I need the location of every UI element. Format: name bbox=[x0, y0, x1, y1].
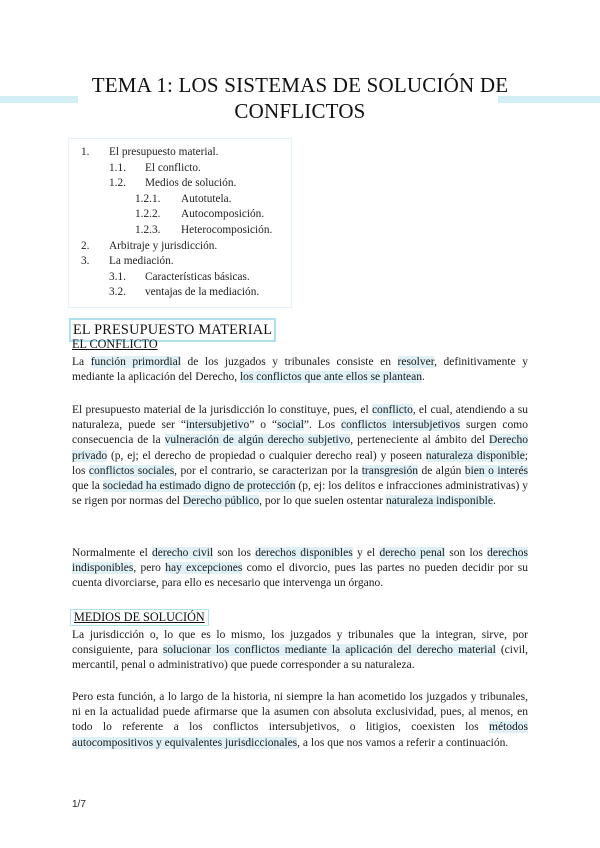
page-title: TEMA 1: LOS SISTEMAS DE SOLUCIÓN DE CONFLICTOS bbox=[91, 73, 509, 123]
highlighted-text: métodos autocompositivos y equivalentes jurisdiccionales bbox=[72, 721, 528, 749]
toc-item-label: El presupuesto material. bbox=[109, 146, 219, 158]
text-run: son los bbox=[445, 547, 488, 559]
toc-item-label: ventajas de la mediación. bbox=[145, 286, 260, 299]
highlighted-text: sociedad ha estimado digno de protección bbox=[102, 480, 296, 493]
toc-item-label: Autotutela. bbox=[181, 192, 232, 205]
highlighted-text: Derecho público bbox=[182, 495, 260, 508]
toc-item-label: Autocomposición. bbox=[181, 208, 265, 221]
highlighted-text: bien o interés bbox=[464, 464, 529, 477]
highlighted-text: social bbox=[277, 419, 304, 432]
text-run: El presupuesto material de la jurisdicción lo constituye, pues, el bbox=[72, 404, 372, 416]
text-run: , el cual, atendiendo a su naturaleza, puede ser “ bbox=[72, 404, 528, 432]
text-run: surgen como consecuencia de la bbox=[72, 419, 528, 447]
paragraph-4 bbox=[72, 628, 528, 674]
toc-item-number: 3.2. bbox=[109, 286, 126, 299]
highlighted-text: naturaleza disponible bbox=[425, 449, 525, 462]
toc-item[interactable] bbox=[69, 240, 291, 255]
toc-item[interactable] bbox=[69, 271, 291, 286]
text-run: de algún bbox=[417, 464, 465, 477]
highlighted-text: conflicto bbox=[371, 404, 413, 416]
text-run: de los juzgados y tribunales consiste en bbox=[180, 356, 398, 368]
paragraph-1 bbox=[72, 355, 528, 385]
text-run: . bbox=[492, 495, 496, 508]
toc-item-label: La mediación. bbox=[109, 255, 174, 268]
text-run: , por lo que suelen ostentar bbox=[259, 495, 386, 508]
subsection-heading-conflict: EL CONFLICTO bbox=[72, 337, 158, 351]
text-run: , a los que nos vamos a referir a continuación. bbox=[297, 736, 509, 749]
toc-item-number: 1. bbox=[81, 146, 90, 158]
section-heading: EL PRESUPUESTO MATERIAL bbox=[69, 318, 276, 342]
text-run: que la bbox=[72, 480, 103, 493]
toc-item[interactable] bbox=[69, 255, 291, 270]
highlighted-text: derechos indisponibles bbox=[72, 547, 528, 575]
toc-item-number: 1.2.3. bbox=[135, 224, 161, 236]
toc-item[interactable] bbox=[69, 208, 291, 223]
highlighted-text: derecho civil bbox=[152, 547, 214, 559]
toc-item[interactable] bbox=[69, 286, 291, 301]
toc-item-number: 2. bbox=[81, 239, 90, 252]
text-run: (p, ej; el derecho de propiedad o cualquier derecho real) y poseen bbox=[107, 449, 426, 462]
toc-item[interactable] bbox=[69, 193, 291, 208]
toc-item[interactable] bbox=[69, 177, 291, 192]
text-run: son los bbox=[213, 547, 256, 559]
toc-item-label: Medios de solución. bbox=[145, 177, 237, 190]
text-run: ”. Los bbox=[303, 419, 342, 432]
toc-item-number: 1.2. bbox=[109, 177, 126, 190]
toc-item-number: 1.2.1. bbox=[135, 192, 161, 205]
toc-item-label: Heterocomposición. bbox=[181, 224, 273, 236]
toc-item[interactable] bbox=[69, 146, 291, 161]
toc-item-label: Características básicas. bbox=[145, 270, 250, 283]
text-run: como el divorcio, pues las partes no pueden decidir por su cuenta divorciarse, para ello es necesario que intervenga un órgano. bbox=[72, 562, 529, 590]
highlighted-text: Derecho privado bbox=[72, 434, 528, 462]
table-of-contents bbox=[68, 138, 292, 308]
text-run: , pero bbox=[133, 562, 166, 575]
text-run: . bbox=[421, 371, 425, 384]
text-run: , por el contrario, se caracterizan por la bbox=[174, 464, 362, 477]
highlighted-text: vulneración de algún derecho subjetivo bbox=[164, 434, 351, 447]
toc-item-number: 3. bbox=[81, 255, 90, 268]
subsection-heading-means: MEDIOS DE SOLUCIÓN bbox=[70, 609, 209, 626]
toc-item-number: 1.1. bbox=[109, 161, 126, 174]
highlighted-text: función primordial bbox=[90, 356, 181, 368]
toc-item-number: 3.1. bbox=[109, 270, 126, 283]
highlighted-text: derechos disponibles bbox=[255, 547, 353, 559]
highlighted-text: intersubjetivo bbox=[185, 419, 250, 432]
text-run: La jurisdicción o, lo que es lo mismo, los juzgados y tribunales que la integran, sirve, por consiguiente, para bbox=[72, 629, 528, 657]
text-run: ; los bbox=[72, 449, 528, 477]
highlighted-text: resolver bbox=[397, 356, 435, 368]
toc-item[interactable] bbox=[69, 162, 291, 177]
toc-item[interactable] bbox=[69, 224, 291, 239]
page-number: 1/7 bbox=[72, 799, 86, 810]
paragraph-3 bbox=[72, 546, 528, 592]
toc-item-number: 1.2.2. bbox=[135, 208, 161, 221]
text-run: , perteneciente al ámbito del bbox=[350, 434, 490, 447]
highlighted-text: hay excepciones bbox=[165, 562, 243, 575]
highlighted-text: conflictos sociales bbox=[88, 464, 175, 477]
highlighted-text: naturaleza indisponible bbox=[385, 495, 493, 508]
text-run: Pero esta función, a lo largo de la historia, ni siempre la han acometido los juzgados y tribunales, ni en la actualidad puede afirmarse que la asumen con absoluta exclusividad, pues, al menos, en todo lo referente a los conflictos intersubjetivos, o litigios, coexisten los bbox=[72, 691, 528, 734]
paragraph-5 bbox=[72, 690, 528, 751]
toc-item-label: Arbitraje y jurisdicción. bbox=[109, 239, 218, 252]
toc-item-label: El conflicto. bbox=[145, 161, 201, 174]
text-run: ” o “ bbox=[249, 419, 278, 432]
text-run: (p, ej: los delitos e infracciones administrativas) y se rigen por normas del bbox=[72, 480, 528, 508]
text-run: , definitivamente y mediante la aplicación del Derecho, bbox=[72, 356, 528, 384]
text-run: Normalmente el bbox=[72, 547, 153, 559]
text-run: (civil, mercantil, penal o administrativo) que puede corresponder a su naturaleza. bbox=[72, 644, 528, 672]
highlighted-text: conflictos intersubjetivos bbox=[341, 419, 461, 432]
title-decoration-left bbox=[0, 96, 78, 103]
paragraph-2 bbox=[72, 403, 528, 509]
highlighted-text: transgresión bbox=[361, 464, 418, 477]
text-run: y el bbox=[352, 547, 380, 559]
text-run: La bbox=[72, 356, 91, 368]
highlighted-text: solucionar los conflictos mediante la aplicación del derecho material bbox=[162, 644, 496, 657]
highlighted-text: derecho penal bbox=[379, 547, 446, 559]
highlighted-text: los conflictos que ante ellos se plantean bbox=[239, 371, 422, 384]
